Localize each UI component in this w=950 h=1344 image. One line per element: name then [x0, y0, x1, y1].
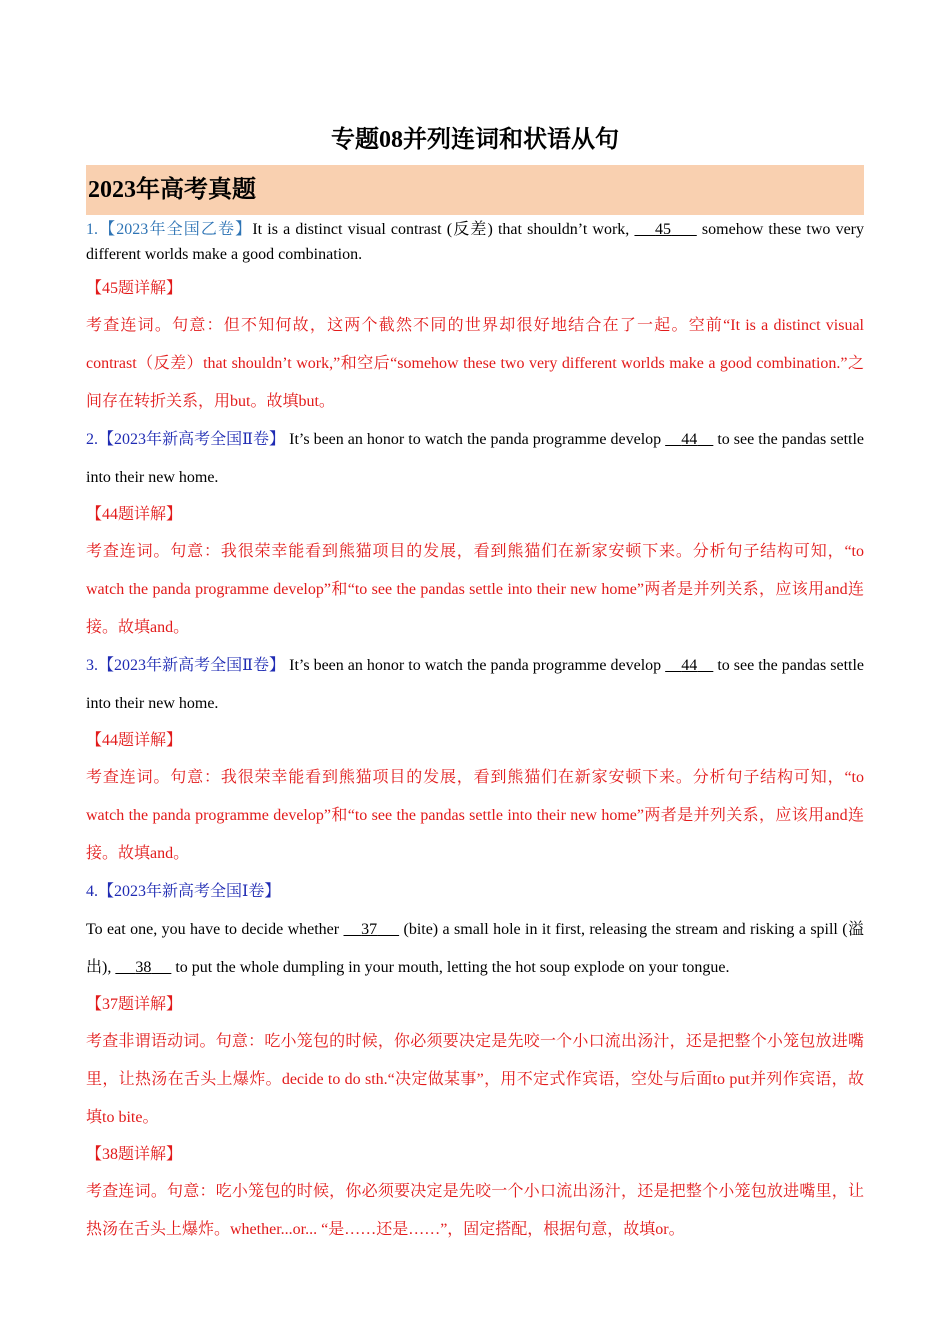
- section-header: [86, 165, 864, 215]
- question-4-header: [86, 873, 864, 911]
- question-1-text-a: It is a distinct visual contrast (反差) that shouldn’t work,: [252, 221, 635, 238]
- question-4-source: 4.【2023年新高考全国Ⅰ卷】: [86, 883, 281, 900]
- question-4-detail-label-2: 【38题详解】: [86, 1146, 183, 1163]
- question-3-explanation: 考查连词。句意：我很荣幸能看到熊猫项目的发展，看到熊猫们在新家安顿下来。分析句子结构可知，“to watch the panda programme develop”和“to see the pandas settle into their new home”两者是并列关系，应该用and连接。故填and。: [86, 769, 864, 862]
- question-1-explanation: 考查连词。句意：但不知何故，这两个截然不同的世界却很好地结合在了一起。空前“It is a distinct visual contrast（反差）that shouldn’t work,”和空后“somehow these two very different worlds make a good combination.”之间存在转折关系，用but。故填but。: [86, 317, 864, 410]
- question-2: [86, 421, 864, 497]
- question-1: [86, 216, 864, 271]
- question-4: [86, 911, 864, 987]
- question-4-text-a: To eat one, you have to decide whether: [86, 921, 344, 938]
- question-2-text-a: It’s been an honor to watch the panda programme develop: [285, 431, 666, 448]
- content-area: [86, 216, 864, 1249]
- question-1-blank: 45: [655, 221, 672, 238]
- question-1-source: 1.【2023年全国乙卷】: [86, 221, 253, 238]
- question-4-detail-label-1: 【37题详解】: [86, 996, 183, 1013]
- question-3-blank: 44: [681, 657, 698, 674]
- question-3-source: 3.【2023年新高考全国Ⅱ卷】: [86, 657, 286, 674]
- question-2-blank: 44: [681, 431, 698, 448]
- question-1-text-b: somehow these two very different worlds make a good combination.: [86, 221, 864, 263]
- question-2-source: 2.【2023年新高考全国Ⅱ卷】: [86, 431, 286, 448]
- question-4-explanation-2: 考查连词。句意：吃小笼包的时候，你必须要决定是先咬一个小口流出汤汁，还是把整个小笼包放进嘴里，让热汤在舌头上爆炸。whether...or... “是……还是……”，固定搭配，根据句意，故填or。: [86, 1183, 864, 1238]
- question-4-blank-2: 38: [135, 959, 152, 976]
- section-title: 2023年高考真题: [88, 177, 256, 203]
- page-title: 专题08并列连词和状语从句: [331, 127, 619, 153]
- question-2-detail-label: 【44题详解】: [86, 506, 183, 523]
- question-4-text-b: to put the whole dumpling in your mouth, letting the hot soup explode on your tongue.: [171, 959, 730, 976]
- question-2-explanation: 考查连词。句意：我很荣幸能看到熊猫项目的发展，看到熊猫们在新家安顿下来。分析句子结构可知，“to watch the panda programme develop”和“to see the pandas settle into their new home”两者是并列关系，应该用and连接。故填and。: [86, 543, 864, 636]
- question-2-text-b: to see the pandas settle into their new home.: [86, 431, 865, 486]
- question-3-text-b: to see the pandas settle into their new home.: [86, 657, 865, 712]
- question-4-explanation-1: 考查非谓语动词。句意：吃小笼包的时候，你必须要决定是先咬一个小口流出汤汁，还是把整个小笼包放进嘴里，让热汤在舌头上爆炸。decide to do sth.“决定做某事”，用不定式作宾语，空处与后面to put并列作宾语，故填to bite。: [86, 1033, 864, 1126]
- question-4-blank-1: 37: [361, 921, 378, 938]
- question-1-detail-label: 【45题详解】: [86, 280, 183, 297]
- question-3: [86, 647, 864, 723]
- question-3-detail-label: 【44题详解】: [86, 732, 183, 749]
- question-3-text-a: It’s been an honor to watch the panda programme develop: [285, 657, 666, 674]
- question-4-text-mid: (bite) a small hole in it first, releasing the stream and risking a spill (溢出),: [86, 921, 864, 976]
